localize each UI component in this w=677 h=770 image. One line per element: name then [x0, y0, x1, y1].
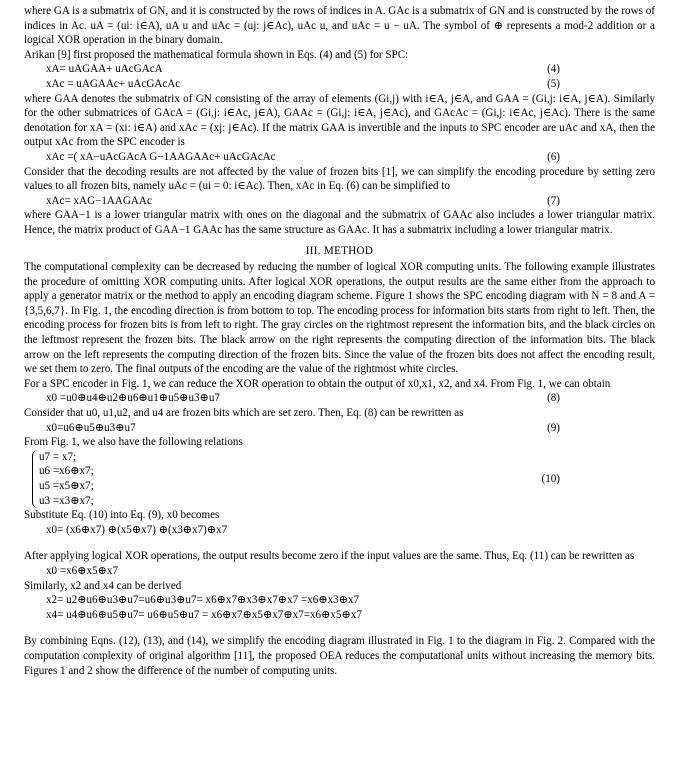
- section-heading: III. METHOD: [305, 244, 374, 257]
- equation-5-number: (5): [547, 77, 560, 90]
- equation-10-line: u3 =x3⊕x7;: [39, 494, 94, 507]
- intro-paragraph-1: where GA is a submatrix of GN, and it is constructed by the rows of indices in A. GAc is a submatrix of GN and is constructed by the rows of indices in Ac. uA = (ui: i∈A), uA u and uAc = (uj: j∈Ac), uAc u, and uAc = u − uA. The symbol of ⊕ represents a mod-2 addition or a logical XOR operation in the binary domain.: [24, 5, 655, 47]
- method-paragraph-7: Similarly, x2 and x4 can be derived: [24, 579, 182, 592]
- equation-8: [24, 391, 655, 406]
- intro-paragraph-4: Consider that the decoding results are not affected by the value of frozen bits [1], we can simplify the encoding procedure by setting zero values to all frozen bits, namely uAc = (ui = 0: i∈Ac). Then, xAc in Eq. (6) can be simplified to: [24, 165, 655, 193]
- equation-5-body: xAc = uAGAAc+ uAcGAcAc: [46, 77, 181, 90]
- equation-10-line: u5 =x5⊕x7;: [39, 480, 94, 492]
- equation-10: [24, 450, 655, 508]
- equation-7: [24, 194, 655, 209]
- method-paragraph-4: From Fig. 1, we also have the following relations: [24, 436, 243, 449]
- method-paragraph-8: By combining Eqns. (12), (13), and (14), we simplify the encoding diagram illustrated in Fig. 1 to the diagram in Fig. 2. Compared with the computation complexity of original algorithm [11], the proposed OEA reduces the computational units without increasing the memory bits. Figures 1 and 2 show the difference of the number of computing units.: [24, 635, 655, 677]
- equation-7-number: (7): [547, 194, 560, 207]
- equation-8-number: (8): [547, 392, 560, 405]
- spacer: [24, 537, 655, 549]
- equation-4-number: (4): [547, 63, 560, 76]
- equation-10-number: (10): [541, 472, 560, 485]
- method-paragraph-6: After applying logical XOR operations, the output results become zero if the input values are the same. Thus, Eq. (11) can be rewritten as: [24, 550, 635, 563]
- equation-13: x2= u2⊕u6⊕u3⊕u7=u6⊕u3⊕u7= x6⊕x7⊕x3⊕x7⊕x7 =x6⊕x3⊕x7: [46, 594, 360, 607]
- equation-7-body: xAc= xAG−1AAGAAc: [46, 194, 152, 207]
- intro-paragraph-3: where GAA denotes the submatrix of GN consisting of the array of elements (Gi,j) with i∈A, j∈A, and GAA = (Gi,j: i∈A, j∈A). Similarly for the other submatrices of GAcA = (Gi,j: i∈Ac, j∈A), GAAc = (Gi,j: i∈A, j∈Ac), and GAcAc = (Gi,j: i∈Ac, j∈Ac). There is the same denotation for xA = (xi: i∈A) and xAc = (xj: j∈Ac). If the matrix GAA is invertible and the inputs to SPC encoder are uAc and xA, then the output xAc from the SPC encoder is: [24, 92, 655, 149]
- equation-8-body: x0 =u0⊕u4⊕u2⊕u6⊕u1⊕u5⊕u3⊕u7: [46, 392, 220, 405]
- equation-14: x4= u4⊕u6⊕u5⊕u7= u6⊕u5⊕u7 = x6⊕x7⊕x5⊕x7⊕x7=x6⊕x5⊕x7: [46, 608, 362, 621]
- method-paragraph-2: For a SPC encoder in Fig. 1, we can reduce the XOR operation to obtain the output of x0,x1, x2, and x4. From Fig. 1, we can obtain: [24, 377, 611, 390]
- equation-6: [24, 150, 655, 165]
- equation-10-line: u7 = x7;: [39, 450, 77, 463]
- equation-9-number: (9): [547, 421, 560, 434]
- equation-10-line: u6 =x6⊕x7;: [39, 465, 94, 478]
- equation-11: x0= (x6⊕x7) ⊕(x5⊕x7) ⊕(x3⊕x7)⊕x7: [46, 523, 228, 536]
- equation-4-body: xA= uAGAA+ uAcGAcA: [46, 63, 163, 76]
- equation-6-body: xAc =( xA−uAcGAcA G−1AAGAAc+ uAcGAcAc: [46, 150, 276, 163]
- equation-6-number: (6): [547, 150, 560, 163]
- equation-12: x0 =x6⊕x5⊕x7: [46, 564, 118, 577]
- equation-4: [24, 62, 655, 77]
- equation-9: [24, 421, 655, 436]
- equation-5: [24, 77, 655, 92]
- intro-paragraph-2: Arikan [9] first proposed the mathematical formula shown in Eqs. (4) and (5) for SPC:: [24, 48, 409, 61]
- intro-paragraph-5: where GAA−1 is a lower triangular matrix with ones on the diagonal and the submatrix of GAAc also includes a lower triangular matrix. Hence, the matrix product of GAA−1 GAAc has the same structure as GAAc. It has a submatrix including a lower triangular matrix.: [24, 209, 655, 236]
- equation-9-body: x0=u6⊕u5⊕u3⊕u7: [46, 421, 136, 434]
- equation-10-lines: [32, 450, 94, 508]
- spacer: [24, 622, 655, 634]
- method-paragraph-1: The computational complexity can be decreased by reducing the number of logical XOR computing units. The following example illustrates the procedure of omitting XOR computing units. After logical XOR operations, the output results are the same either from the approach to apply a generator matrix or the method to apply an encoding diagram scheme. Figure 1 shows the SPC encoding diagram with N = 8 and A = {3,5,6,7}. In Fig. 1, the encoding direction is from bottom to top. The encoding process for information bits starts from right to left. Then, the encoding process for frozen bits is from left to right. The gray circles on the rightmost represent the information bits, and the black circles on the leftmost represent the frozen bits. The black arrow on the right represents the computing direction of the information bits. The black arrow on the left represents the computing direction of the frozen bits. Since the value of the frozen bits does not affect the encoding result, we set them to zero. The final outputs of the encoding are the value of the rightmost white circles.: [24, 261, 655, 376]
- method-paragraph-3: Consider that u0, u1,u2, and u4 are frozen bits which are set zero. Then, Eq. (8) can be rewritten as: [24, 407, 464, 420]
- method-paragraph-5: Substitute Eq. (10) into Eq. (9), x0 becomes: [24, 509, 220, 522]
